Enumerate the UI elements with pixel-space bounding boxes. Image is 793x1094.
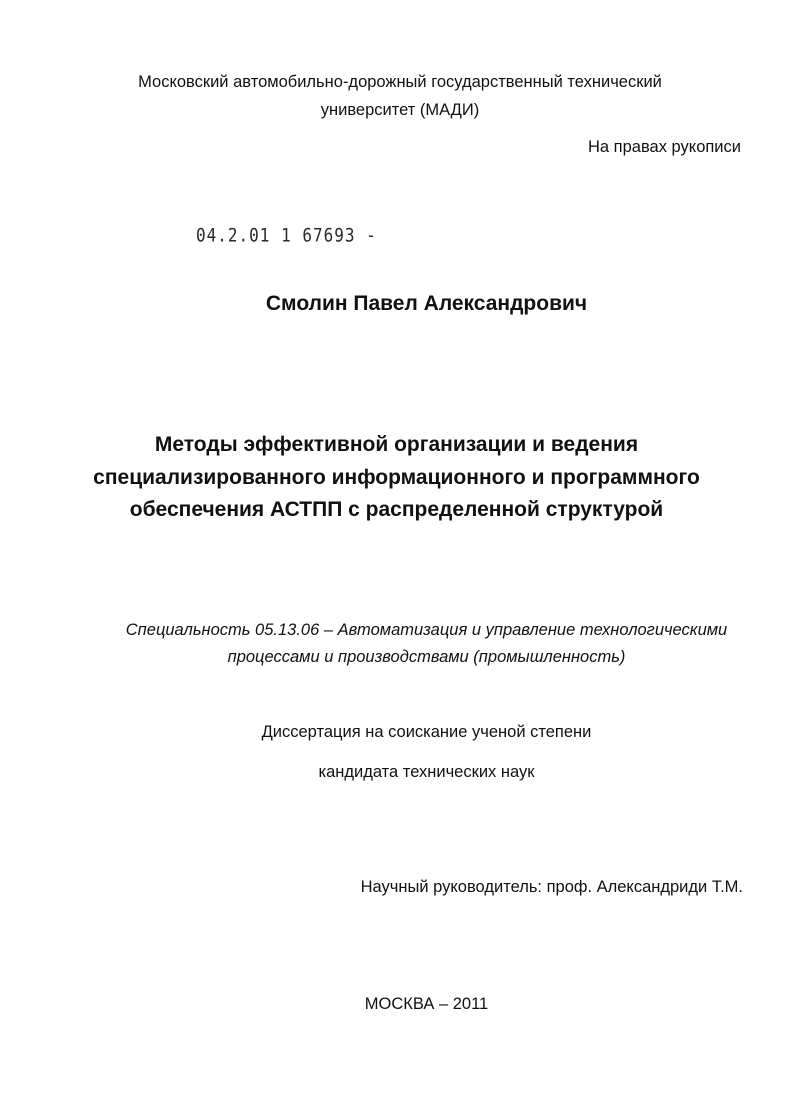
specialty [60,617,793,671]
thesis-title-line-2: специализированного информационного и программного [93,465,700,489]
city-year: МОСКВА – 2011 [364,995,489,1013]
dissertation-statement: Диссертация на соискание ученой степени [261,723,592,741]
manuscript-rights-note: На правах рукописи [588,138,741,156]
thesis-title-line-3: обеспечения АСТПП с распределенной структурой [129,498,664,521]
academic-degree: кандидата технических наук [318,763,535,781]
institution-line-2: университет (МАДИ) [320,101,480,119]
institution-line-1: Московский автомобильно-дорожный государственный технический [138,73,662,91]
specialty-line-2: процессами и производствами (промышленность) [227,648,626,666]
thesis-title [30,429,763,527]
specialty-line-1: Специальность 05.13.06 – Автоматизация и управление технологическими [125,621,728,639]
thesis-title-line-1: Методы эффективной организации и ведения [154,433,639,456]
institution-name [70,68,730,124]
scientific-supervisor: Научный руководитель: проф. Александриди Т.М. [360,878,743,896]
author-name: Смолин Павел Александрович [265,292,588,315]
registration-stamp: 04.2.01 1 67693 - [196,224,377,246]
